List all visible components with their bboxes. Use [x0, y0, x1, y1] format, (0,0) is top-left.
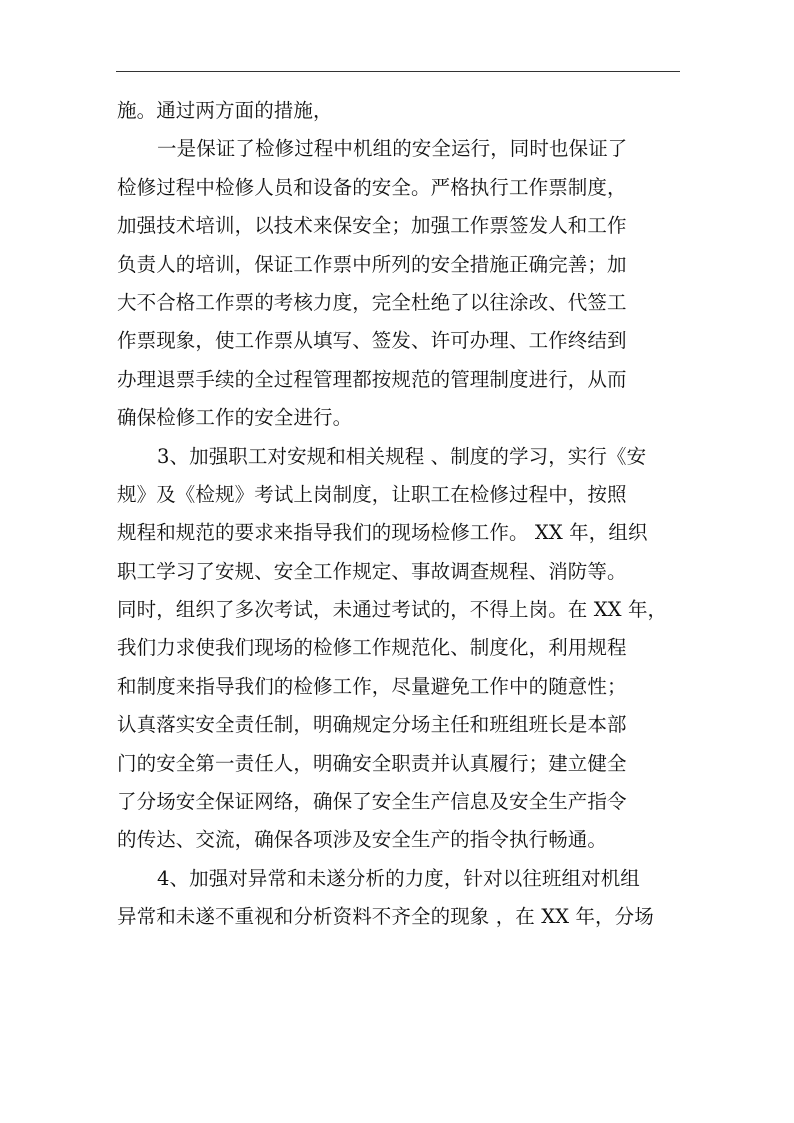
- text-line-12: 规程和规范的要求来指导我们的现场检修工作。 XX 年，组织: [117, 521, 648, 545]
- text-line-1: 施。通过两方面的措施，: [117, 99, 333, 122]
- text-line-22: 异常和未遂不重视和分析资料不齐全的现象 ，在 XX 年，分场: [117, 905, 654, 929]
- text-line-3: 检修过程中检修人员和设备的安全。严格执行工作票制度，: [117, 175, 627, 199]
- text-line-5: 负责人的培训，保证工作票中所列的安全措施正确完善；加: [117, 252, 627, 276]
- text-line-6: 大不合格工作票的考核力度，完全杜绝了以往涂改、代签工: [117, 290, 627, 314]
- text-line-16: 和制度来指导我们的检修工作，尽量避免工作中的随意性；: [117, 674, 627, 698]
- text-line-14: 同时，组织了多次考试，未通过考试的，不得上岗。在 XX 年，: [117, 598, 668, 622]
- text-line-18: 门的安全第一责任人，明确安全职责并认真履行；建立健全: [117, 751, 627, 775]
- header-rule: [116, 71, 680, 72]
- text-line-2: 一是保证了检修过程中机组的安全运行，同时也保证了: [157, 137, 628, 161]
- text-line-10: 3、加强职工对安规和相关规程 、制度的学习，实行《安: [157, 444, 647, 468]
- text-line-9: 确保检修工作的安全进行。: [117, 406, 353, 430]
- document-body: [117, 92, 687, 937]
- text-line-17: 认真落实安全责任制，明确规定分场主任和班组班长是本部: [117, 713, 627, 737]
- text-line-8: 办理退票手续的全过程管理都按规范的管理制度进行，从而: [117, 367, 627, 391]
- text-line-13: 职工学习了安规、安全工作规定、事故调查规程、消防等。: [117, 559, 627, 583]
- text-line-19: 了分场安全保证网络，确保了安全生产信息及安全生产指令: [117, 790, 627, 814]
- text-line-11: 规》及《检规》考试上岗制度，让职工在检修过程中，按照: [117, 482, 627, 506]
- text-line-15: 我们力求使我们现场的检修工作规范化、制度化，利用规程: [117, 636, 627, 660]
- text-line-4: 加强技术培训，以技术来保安全；加强工作票签发人和工作: [117, 214, 627, 238]
- text-line-20: 的传达、交流，确保各项涉及安全生产的指令执行畅通。: [117, 828, 608, 852]
- text-line-21: 4、加强对异常和未遂分析的力度，针对以往班组对机组: [157, 866, 640, 890]
- text-line-7: 作票现象，使工作票从填写、签发、许可办理、工作终结到: [117, 329, 627, 353]
